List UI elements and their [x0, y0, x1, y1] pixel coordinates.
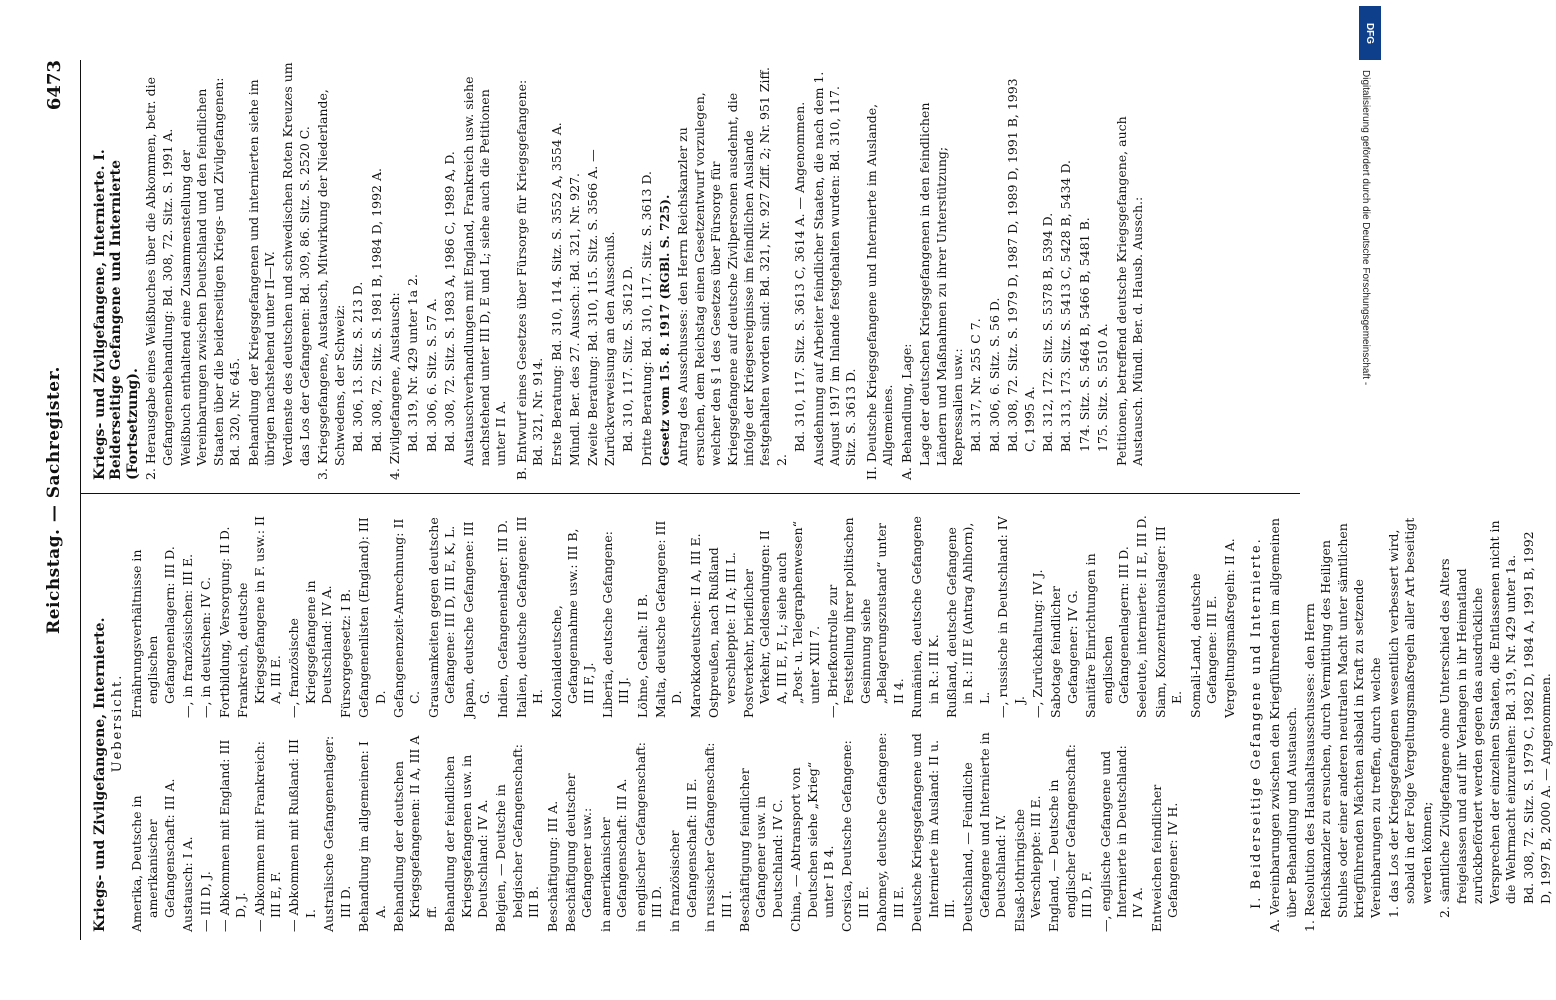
section-B-report: Mündl. Ber. des 27. Aussch.: Bd. 321, Nr. 927. — [566, 173, 582, 466]
resolution-subitem-1: 1. das Los der Kriegsgefangenen wesentlich verbessert wird, sobald in der Folge Vergeltungsmaßregeln aller Art beseitigt werden können; — [1386, 517, 1434, 918]
index-entry: in englischer Gefangenschaft: III D. — [632, 741, 664, 932]
index-entry: Entweichen feindlicher Gefangener: IV H. — [1148, 784, 1181, 932]
index-entry: Sanitäre Einrichtungen in englischen Gefangenenlagern: III D. — [1083, 546, 1131, 718]
index-entry: —, Briefkontrolle zur Feststellung ihrer politischen Gesinnung siehe „Belagerungszustand“ unter II 4. — [825, 517, 906, 718]
item-2-weissbuch: Weißbuch enthaltend eine Zusammenstellung der Vereinbarungen zwischen Deutschland und den feindlichen Staaten über die beiderseitigen Kriegs- und Zivilgefangenen: Bd. 320, Nr. 645. — [178, 77, 243, 466]
index-entry: Amerika, Deutsche in amerikanischer Gefangenschaft: III A. — [128, 778, 177, 932]
index-entry: Sabotage feindlicher Gefangener: IV G. — [1048, 586, 1080, 718]
index-entry: Behandlung der deutschen Kriegsgefangenen: II A, III A ff. — [390, 735, 439, 932]
section-B-extension: Ausdehnung auf Arbeiter feindlicher Staaten, die nach dem 1. August 1917 im Inlande festgehalten wurden: Bd. 310, 117. Sitz. S. 3613 D. — [810, 71, 859, 466]
item-2-behandlung: Behandlung der Kriegsgefangenen und internierten siehe im übrigen nachstehend unter II—IV. — [245, 79, 278, 466]
section-B-second-reading: Zweite Beratung: Bd. 310, 115. Sitz. S. 3566 A. — Zurückverweisung an den Ausschuß. — [585, 149, 617, 466]
reference-line: Bd. 308, 72. Sitz. S. 1983 A, 1986 C, 1989 A, D. — [442, 151, 458, 452]
section-A-heading: A. Vereinbarungen zwischen den Kriegführenden im allgemeinen über Behandlung und Austausch. — [1267, 518, 1299, 932]
index-entry: England, — Deutsche in englischer Gefangenschaft: III D, F. — [1046, 744, 1095, 932]
section-B-law: Gesetz vom 15. 8. 1917 (RGBl. S. 725). — [657, 194, 672, 466]
index-entry: Ostpreußen, nach Rußland verschleppte: II A; III L. — [706, 547, 738, 718]
reference-line: 175. Sitz. S. 5510 A. — [1095, 323, 1111, 452]
overview-title: Uebersicht. — [110, 673, 126, 773]
index-entry: Italien, deutsche Gefangene: III H. — [513, 516, 546, 718]
index-entry: Gefangenenlisten (England): III D. — [356, 517, 388, 718]
index-entry: Marokkodeutsche: II A, III E. — [687, 533, 703, 718]
section-B-ref: Bd. 310, 117. Sitz. S. 3612 D. — [620, 265, 636, 452]
section-B-motion: Antrag des Ausschusses: den Herrn Reichskanzler zu ersuchen, dem Reichstag einen Gesetzentwurf vorzulegen, welcher den § 1 des Gesetzes über Fürsorge für Kriegsgefangene auf deutsche Zivilpersonen ausdehnt, die infolge der Kriegsereignisse im feindlichen Auslande festgehalten worden sind: Bd. 321, Nr. 927 Ziff. 2; Nr. 951 Ziff. 2. — [675, 67, 789, 466]
index-entry: Deutsche Kriegsgefangene und Internierte im Ausland: II u. III. — [909, 733, 957, 932]
reference-line: Bd. 313, 173. Sitz. S. 5413 C, 5428 B, 5434 D. — [1058, 159, 1074, 452]
section-I-heading: I. Beiderseitige Gefangene und Internierte. — [1248, 537, 1264, 909]
index-entry: Liberia, deutsche Gefangene: III J. — [599, 531, 632, 718]
reference-line: Bd. 319, Nr. 429 unter 1a 2. — [405, 273, 421, 452]
item-2-rotes-kreuz: Verdienste des deutschen und schwedischen Roten Kreuzes um das Los der Gefangenen: Bd. 309, 86. Sitz. S. 2520 C. — [280, 62, 312, 466]
index-entry: in französischer Gefangenschaft: III E. — [667, 778, 699, 932]
index-entry: —, in französischen: III E. — [180, 553, 196, 718]
item-2: 2. Herausgabe eines Weißbuches über die Abkommen, betr. die Gefangenenbehandlung: Bd. 308, 72. Sitz. S. 1991 A. — [143, 77, 175, 480]
section-B-heading: B. Entwurf eines Gesetzes über Fürsorge für Kriegsgefangene: Bd. 321, Nr. 914. — [513, 79, 546, 480]
section-IIA-references — [968, 62, 1111, 480]
reference-line: Bd. 317, Nr. 255 C 7. — [968, 318, 984, 452]
index-entry: Seeleute, internierte: II E, III D. — [1134, 515, 1150, 718]
item-4-austausch: Austauschverhandlungen mit England, Frankreich usw. siehe nachstehend unter III D, E und L; siehe auch die Petitionen unter II A. — [460, 76, 509, 466]
index-entry: Postverkehr, brieflicher Verkehr, Geldsendungen: II A, III E, F, L; siehe auch „Post- u. Telegraphenwesen“ unter XIII 7. — [741, 521, 822, 718]
index-entry: Dahomey, deutsche Gefangene: III E. — [874, 732, 906, 932]
section-IIA-petitions: Petitionen, betreffend deutsche Kriegsgefangene, auch Austausch. Mündl. Ber. d. Hausb. Aussch.: — [1113, 116, 1145, 466]
overview-index — [129, 514, 1241, 932]
index-entry: —, in deutschen: IV C. — [198, 576, 214, 718]
dfg-logo — [1359, 6, 1381, 60]
index-entry: Gefangenenzeit-Anrechnung: II C. — [390, 518, 423, 718]
dfg-logo-text: DFG — [1364, 22, 1376, 44]
index-entry: Behandlung der feindlichen Kriegsgefangenen usw. in Deutschland: IV A. — [442, 754, 490, 932]
column-divider — [80, 493, 1300, 494]
index-entry: China, — Abtransport von Deutschen siehe „Krieg“ unter I B 4. — [788, 761, 837, 932]
index-entry: Australische Gefangenenlager: III D. — [321, 735, 353, 932]
section-IIA-lage: Lage der deutschen Kriegsgefangenen in den feindlichen Ländern und Maßnahmen zu ihrer Unterstützung; Repressalien usw.: — [917, 102, 965, 466]
reference-line: 174. Sitz. S. 5464 B, 5466 B, 5481 B. — [1076, 217, 1092, 452]
running-title: Reichstag. — Sachregister. — [44, 366, 64, 634]
index-entry: Rumänien, deutsche Gefangene in R.: III K. — [909, 516, 941, 718]
index-entry: Indien, Gefangenenlager: III D. — [495, 519, 511, 718]
index-entry: Löhne, Gehalt: II B. — [634, 593, 650, 718]
index-entry: — III D, J. — [198, 871, 214, 932]
overview-subcolumn-a — [129, 728, 1241, 932]
page-number: 6473 — [44, 60, 65, 111]
index-entry: Ernährungsverhältnisse in englischen Gefangenenlagern: III D. — [128, 546, 177, 718]
index-entry: Kolonialdeutsche, Gefangennahme usw.: III B, III F, J. — [548, 528, 597, 718]
index-entry: Malta, deutsche Gefangene: III D. — [653, 520, 685, 718]
index-entry: Corsica, Deutsche Gefangene: III E. — [839, 740, 871, 932]
index-entry: Behandlung im allgemeinen: I A. — [356, 741, 388, 932]
resolution-item: 1. Resolution des Haushaltsausschusses: den Herrn Reichskanzler zu ersuchen, durch Vermittlung des Heiligen Stuhles oder einer anderen neutralen Macht unter sämtlichen kriegführenden Mächten alsbald in Kraft zu setzende Vereinbarungen zu treffen, durch welche — [1302, 523, 1383, 932]
index-entry: Austausch: I A. — [180, 836, 196, 932]
index-entry: Japan, deutsche Gefangene: III G. — [460, 521, 492, 718]
index-entry: in russischer Gefangenschaft: III I. — [702, 742, 734, 932]
index-entry: — Abkommen mit Rußland: III I. — [286, 739, 318, 932]
index-entry: Vergeltungsmaßregeln: II A. — [1222, 538, 1238, 718]
index-entry: —, englische Gefangene und Internierte in Deutschland: IV A. — [1097, 745, 1146, 932]
index-entry: Somali-Land, deutsche Gefangene: III E. — [1187, 573, 1219, 718]
digitization-credit — [1353, 70, 1377, 930]
overview-subcolumn-b — [129, 514, 1241, 718]
index-entry: Elsaß-lothringische Verschleppte: III E. — [1011, 795, 1043, 932]
item-4-references — [405, 62, 458, 480]
index-entry: Fürsorgegesetz: I B. — [337, 588, 353, 718]
left-column — [92, 514, 1556, 932]
index-entry: Siam, Konzentrationslager: III E. — [1152, 526, 1185, 718]
index-entry: — Abkommen mit England: III D, J. — [216, 739, 249, 932]
index-entry: Deutschland, — Feindliche Gefangene und Internierte in Deutschland: IV. — [960, 732, 1009, 932]
index-entry: Beschäftigung feindlicher Gefangener usw. in Deutschland: IV C. — [737, 768, 785, 932]
index-entry: —, russische in Deutschland: IV J. — [995, 516, 1027, 718]
reference-line: Bd. 306, 6. Sitz. S. 56 D. — [986, 297, 1002, 452]
section-IIA-heading: A. Behandlung, Lage: — [898, 343, 914, 480]
right-heading: Kriegs- und Zivilgefangene, Internierte. I. Beiderseitige Gefangene und Internierte (Fortsetzung). — [92, 149, 141, 480]
section-II-heading: II. Deutsche Kriegsgefangene und Internierte im Auslande, Allgemeines. — [863, 103, 896, 480]
header-rule — [80, 60, 81, 940]
item-4: 4. Zivilgefangene, Austausch: — [386, 292, 402, 480]
index-entry: —, Zurückhaltung: IV J. — [1029, 569, 1045, 718]
page-header — [44, 60, 74, 940]
section-B-motion-ref: Bd. 310, 117. Sitz. S. 3613 C, 3614 A. — Angenommen. — [792, 101, 808, 452]
index-entry: Grausamkeiten gegen deutsche Gefangene: III D, III E, K, L. — [425, 517, 458, 718]
reference-line: Bd. 306, 13. Sitz. S. 213 D. — [350, 281, 366, 452]
item-3-references — [350, 62, 385, 480]
reference-line: Bd. 308, 72. Sitz. S. 1979 D, 1987 D, 1989 D, 1991 B, 1993 C, 1995 A. — [1005, 78, 1037, 452]
left-heading: Kriegs- und Zivilgefangene, Internierte. — [92, 617, 108, 932]
index-entry: Frankreich, deutsche Kriegsgefangene in F. usw.: II A, III E. — [235, 516, 284, 718]
index-entry: Beschäftigung: III A. — [544, 800, 560, 932]
resolution-subitem-2: 2. sämtliche Zivilgefangene ohne Unterschied des Alters freigelassen und auf ihr Verlangen in ihr Heimatland zurückbefördert werden gegen das ausdrückliche Versprechen der einzelnen Staaten, die Entlassenen nicht in die Wehrmacht einzureihen: Bd. 319, Nr. 429 unter 1a. — [1437, 520, 1518, 918]
index-entry: — Abkommen mit Frankreich: III E, F. — [251, 741, 284, 932]
section-B-third-reading: Dritte Beratung: Bd. 310, 117. Sitz. S. 3613 D. — [638, 171, 654, 466]
right-column — [92, 62, 1148, 480]
index-entry: Rußland, deutsche Gefangene in R.: III E (Antrag Ahlhorn), L. — [943, 522, 992, 718]
index-entry: —, französische Kriegsgefangene in Deutschland: IV A. — [286, 580, 335, 718]
resolution-reference: Bd. 308, 72. Sitz. S. 1979 C, 1982 D, 1984 A, 1991 B, 1992 D, 1997 B, 2000 A. — Angenommen. — [1521, 531, 1553, 904]
reference-line: Bd. 306, 6. Sitz. S. 57 A. — [423, 298, 439, 452]
section-B-first-reading: Erste Beratung: Bd. 310, 114. Sitz. S. 3552 A, 3554 A. — [548, 122, 564, 466]
index-entry: Belgien, — Deutsche in belgischer Gefangenschaft: III B. — [493, 744, 542, 932]
index-entry: Fortbildung, Versorgung: II D. — [216, 526, 232, 718]
reference-line: Bd. 312, 172. Sitz. S. 5378 B, 5394 D. — [1039, 212, 1055, 452]
index-entry: in amerikanischer Gefangenschaft: III A. — [597, 778, 630, 932]
item-3: 3. Kriegsgefangene, Austausch, Mitwirkung der Niederlande, Schwedens, der Schweiz: — [315, 89, 347, 480]
index-entry: Beschäftigung deutscher Gefangener usw.: — [562, 773, 595, 932]
reference-line: Bd. 308, 72. Sitz. S. 1981 B, 1984 D, 1992 A. — [368, 168, 384, 452]
credit-text: Digitalisierung gefördert durch die Deutsche Forschungsgemeinschaft - — [1360, 70, 1371, 386]
